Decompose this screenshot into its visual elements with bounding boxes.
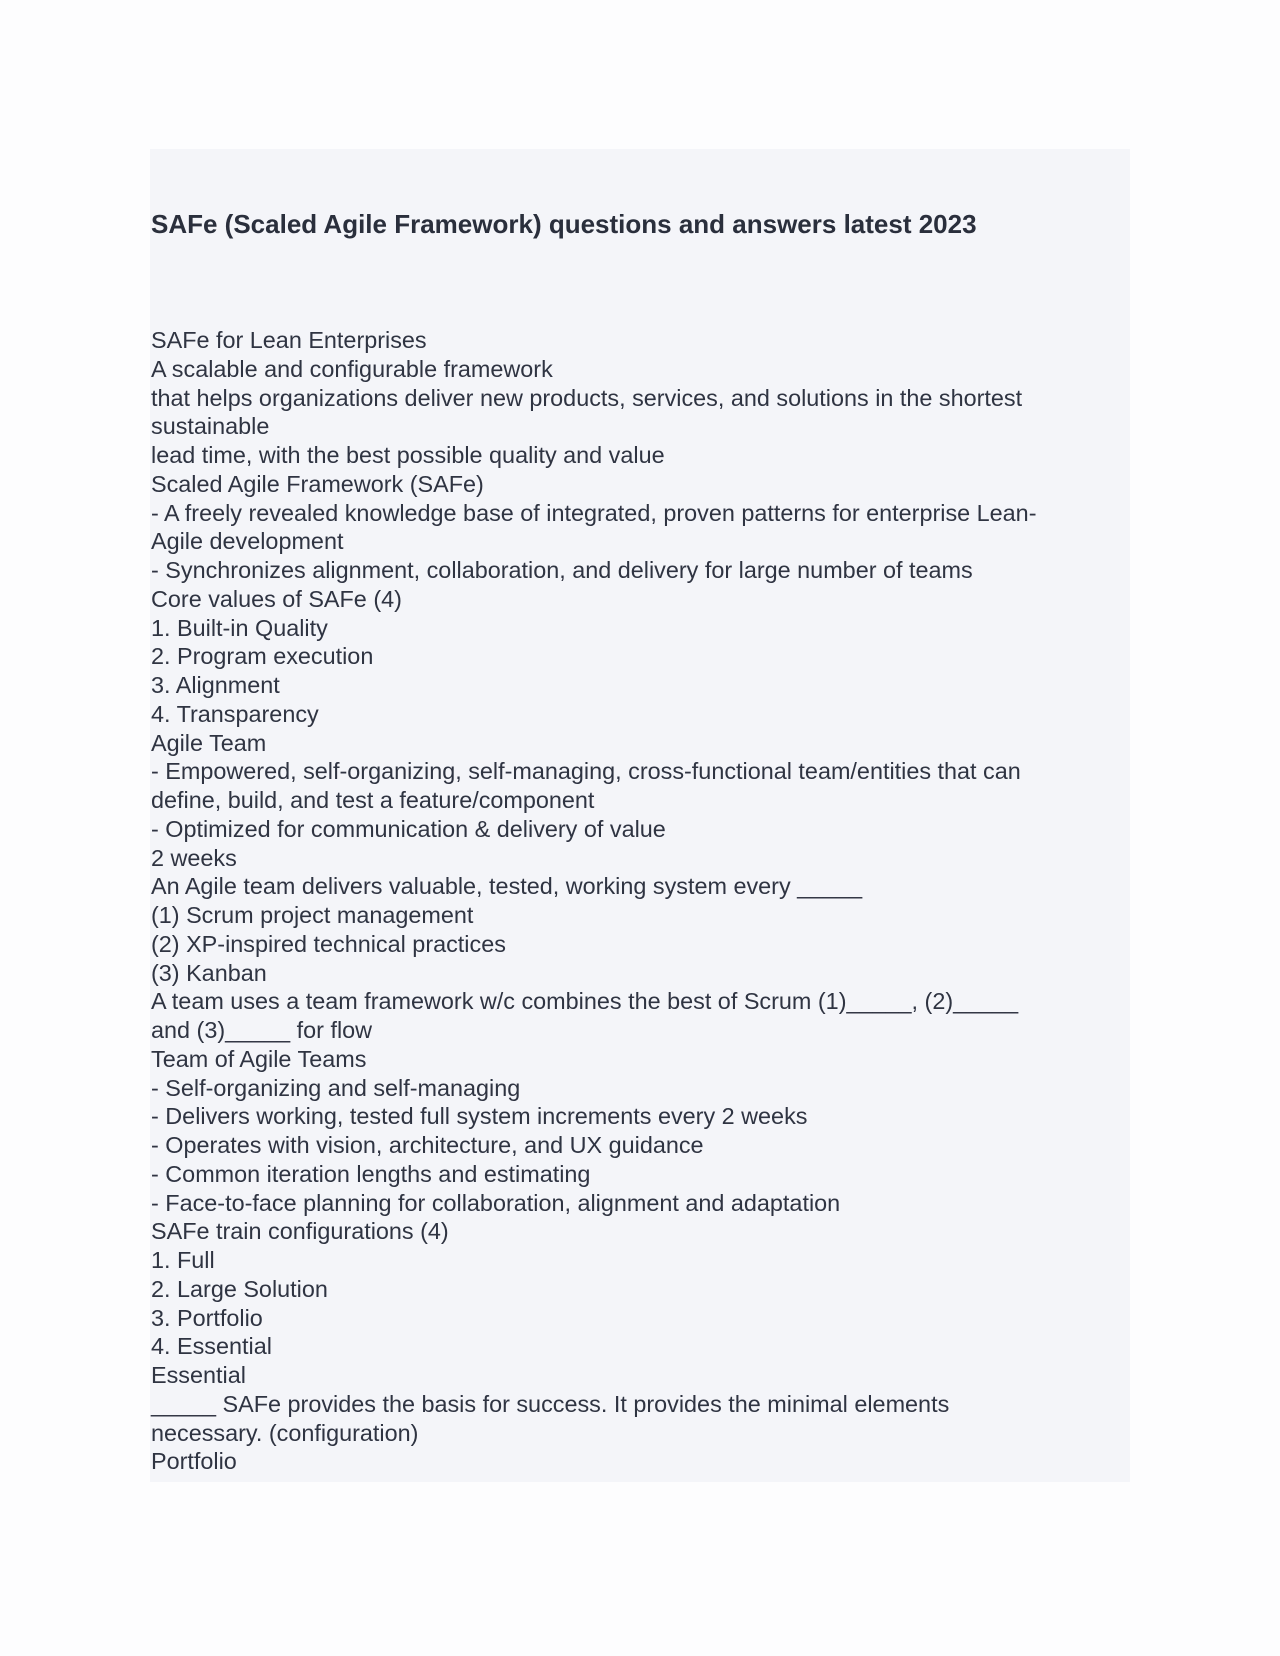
body-line: - Empowered, self-organizing, self-managing, cross-functional team/entities that can: [151, 758, 1021, 785]
body-line: 2. Program execution: [151, 643, 374, 670]
body-line: that helps organizations deliver new products, services, and solutions in the shortest: [151, 384, 1023, 411]
body-line: 3. Alignment: [151, 672, 280, 698]
body-line: - A freely revealed knowledge base of integrated, proven patterns for enterprise Lean-: [151, 499, 1037, 526]
body-line: Team of Agile Teams: [151, 1045, 367, 1072]
document-body: [151, 326, 1111, 1476]
body-line: and (3)_____ for flow: [151, 1017, 373, 1043]
body-line: An Agile team delivers valuable, tested, working system every _____: [151, 873, 863, 900]
body-line: - Operates with vision, architecture, and UX guidance: [151, 1132, 704, 1158]
body-line: necessary. (configuration): [151, 1419, 419, 1446]
body-line: SAFe for Lean Enterprises: [151, 327, 427, 353]
body-line: (1) Scrum project management: [151, 902, 474, 928]
body-line: 4. Essential: [151, 1333, 272, 1360]
body-line: SAFe train configurations (4): [151, 1218, 449, 1245]
body-line: 2. Large Solution: [151, 1275, 328, 1302]
document-title: SAFe (Scaled Agile Framework) questions and answers latest 2023: [151, 209, 977, 239]
body-line: Essential: [151, 1362, 246, 1388]
body-line: 3. Portfolio: [151, 1304, 263, 1331]
body-line: - Synchronizes alignment, collaboration, and delivery for large number of teams: [151, 557, 973, 583]
body-line: Core values of SAFe (4): [151, 585, 402, 612]
body-line: Agile Team: [151, 729, 267, 756]
body-line: 4. Transparency: [151, 700, 319, 727]
body-line: _____ SAFe provides the basis for success. It provides the minimal elements: [151, 1390, 950, 1417]
body-line: Scaled Agile Framework (SAFe): [151, 470, 484, 497]
body-line: lead time, with the best possible quality and value: [151, 442, 665, 468]
body-line: - Self-organizing and self-managing: [151, 1074, 521, 1101]
body-line: - Delivers working, tested full system increments every 2 weeks: [151, 1103, 808, 1130]
body-line: (2) XP-inspired technical practices: [151, 930, 506, 957]
body-line: (3) Kanban: [151, 959, 267, 986]
body-line: A team uses a team framework w/c combines the best of Scrum (1)_____, (2)_____: [151, 988, 1019, 1015]
body-line: Portfolio: [151, 1448, 237, 1475]
body-line: - Face-to-face planning for collaboration, alignment and adaptation: [151, 1189, 841, 1216]
body-line: 1. Built-in Quality: [151, 614, 328, 641]
body-line: sustainable: [151, 413, 270, 440]
body-line: - Common iteration lengths and estimating: [151, 1160, 591, 1187]
body-line: A scalable and configurable framework: [151, 355, 553, 382]
body-line: Agile development: [151, 528, 344, 555]
body-line: define, build, and test a feature/component: [151, 787, 595, 813]
body-line: 2 weeks: [151, 844, 237, 871]
body-line: 1. Full: [151, 1247, 215, 1273]
body-line: - Optimized for communication & delivery of value: [151, 815, 666, 842]
